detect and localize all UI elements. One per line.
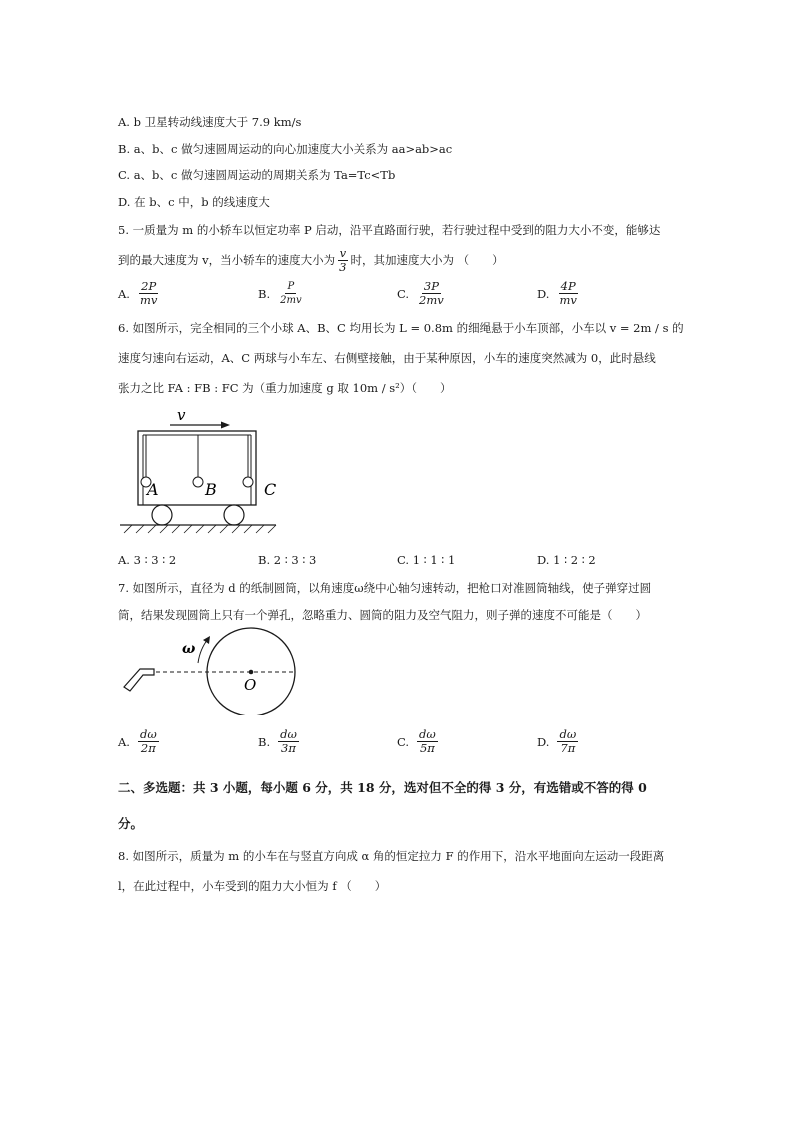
option-letter: A.: [118, 734, 130, 749]
frac-den: 2π: [140, 741, 156, 755]
section2-heading-line1: 二、多选题：共 3 小题，每小题 6 分，共 18 分，选对但不全的得 3 分，有选错或不答的得 0: [118, 780, 647, 795]
frac-den: 2mv: [280, 295, 302, 306]
q5-frac-den: 3: [339, 259, 347, 274]
q5-option-d: [537, 280, 581, 307]
velocity-label: v: [177, 406, 186, 424]
frac-num: dω: [559, 727, 577, 741]
frac-den: mv: [559, 293, 577, 307]
option-fraction: [138, 280, 159, 307]
option-letter: C.: [397, 286, 410, 301]
option-letter: A.: [118, 286, 130, 301]
ball-a-label: A: [147, 480, 159, 499]
frac-den: 7π: [560, 741, 576, 755]
q5-option-a: [118, 280, 161, 307]
q7-line2: 筒，结果发现圆筒上只有一个弹孔，忽略重力、圆筒的阻力及空气阻力，则子弹的速度不可能是（ ）: [118, 608, 647, 622]
q8-line1: 8. 如图所示，质量为 m 的小车在与竖直方向成 α 角的恒定拉力 F 的作用下，沿水平地面向左运动一段距离: [118, 849, 665, 863]
option-fraction: [417, 280, 446, 307]
frac-num: dω: [280, 727, 297, 741]
ball-b: [193, 477, 203, 487]
rotation-arrow: [198, 639, 208, 663]
ball-c: [243, 477, 253, 487]
frac-num: P: [287, 281, 295, 292]
q7-cylinder-figure: [118, 625, 308, 715]
frac-num: 4P: [560, 279, 576, 293]
rotation-arrowhead: [203, 636, 210, 644]
q7-option-d: [537, 728, 580, 755]
q4-option-a: A. b 卫星转动线速度大于 7.9 km/s: [118, 115, 302, 129]
q5-line2-post: 时，其加速度大小为 （ ）: [350, 253, 504, 267]
section2-heading-line2: 分。: [118, 816, 144, 831]
q7-option-a: [118, 728, 161, 755]
frac-num: dω: [419, 727, 436, 741]
q6-option-a: A. 3 ∶ 3 ∶ 2: [118, 553, 177, 567]
frac-den: 5π: [419, 741, 435, 755]
frac-den: mv: [139, 293, 158, 307]
frac-num: 3P: [423, 279, 439, 293]
frac-num: dω: [139, 727, 157, 741]
q5-speed-fraction: [337, 247, 348, 274]
q4-option-b: B. a、b、c 做匀速圆周运动的向心加速度大小关系为 aa>ab>ac: [118, 142, 453, 156]
q6-option-c: C. 1 ∶ 1 ∶ 1: [397, 553, 456, 567]
velocity-arrowhead: [221, 422, 230, 429]
option-letter: B.: [258, 734, 271, 749]
wheel-right: [224, 505, 244, 525]
option-letter: D.: [537, 286, 550, 301]
option-fraction: [557, 280, 578, 307]
option-fraction: [278, 280, 304, 307]
omega-label: ω: [182, 641, 196, 657]
option-fraction: [417, 728, 438, 755]
q6-cart-figure: [118, 405, 278, 535]
center-point: [249, 670, 254, 675]
q5-option-c: [397, 280, 448, 307]
frac-num: 2P: [141, 279, 157, 293]
q5-option-b: [258, 280, 306, 307]
option-letter: C.: [397, 734, 410, 749]
wheel-left: [152, 505, 172, 525]
center-label: O: [244, 676, 257, 694]
ground-hatching: [124, 525, 276, 533]
q7-option-c: [397, 728, 440, 755]
q6-line3: 张力之比 FA : FB : FC 为（重力加速度 g 取 10m / s²）（ ）: [118, 381, 452, 395]
q7-option-b: [258, 728, 301, 755]
option-fraction: [557, 728, 578, 755]
option-letter: B.: [258, 286, 271, 301]
option-letter: D.: [537, 734, 550, 749]
q5-line2: [118, 245, 504, 275]
frac-den: 2mv: [419, 293, 444, 307]
q5-frac-num: v: [339, 245, 347, 260]
ball-b-label: B: [205, 480, 217, 499]
frac-den: 3π: [281, 741, 296, 755]
q6-line1: 6. 如图所示，完全相同的三个小球 A、B、C 均用长为 L = 0.8m 的细绳悬于小车顶部，小车以 v = 2m / s 的: [118, 321, 684, 335]
q8-line2: l，在此过程中，小车受到的阻力大小恒为 f （ ）: [118, 879, 387, 893]
option-fraction: [138, 728, 159, 755]
q6-option-b: B. 2 ∶ 3 ∶ 3: [258, 553, 317, 567]
q6-option-d: D. 1 ∶ 2 ∶ 2: [537, 553, 596, 567]
q5-line2-pre: 到的最大速度为 v，当小轿车的速度大小为: [118, 253, 336, 267]
q4-option-c: C. a、b、c 做匀速圆周运动的周期关系为 Ta=Tc<Tb: [118, 168, 396, 182]
q6-line2: 速度匀速向右运动，A、C 两球与小车左、右侧壁接触，由于某种原因，小车的速度突然减为 0，此时悬线: [118, 351, 656, 365]
q7-line1: 7. 如图所示，直径为 d 的纸制圆筒，以角速度ω绕中心轴匀速转动，把枪口对准圆筒轴线，使子弹穿过圆: [118, 581, 652, 595]
ball-c-label: C: [264, 480, 277, 499]
q4-option-d: D. 在 b、c 中，b 的线速度大: [118, 195, 270, 209]
option-fraction: [278, 728, 299, 755]
gun-icon: [124, 669, 154, 691]
q5-line1: 5. 一质量为 m 的小轿车以恒定功率 P 启动，沿平直路面行驶，若行驶过程中受到的阻力大小不变，能够达: [118, 223, 661, 237]
